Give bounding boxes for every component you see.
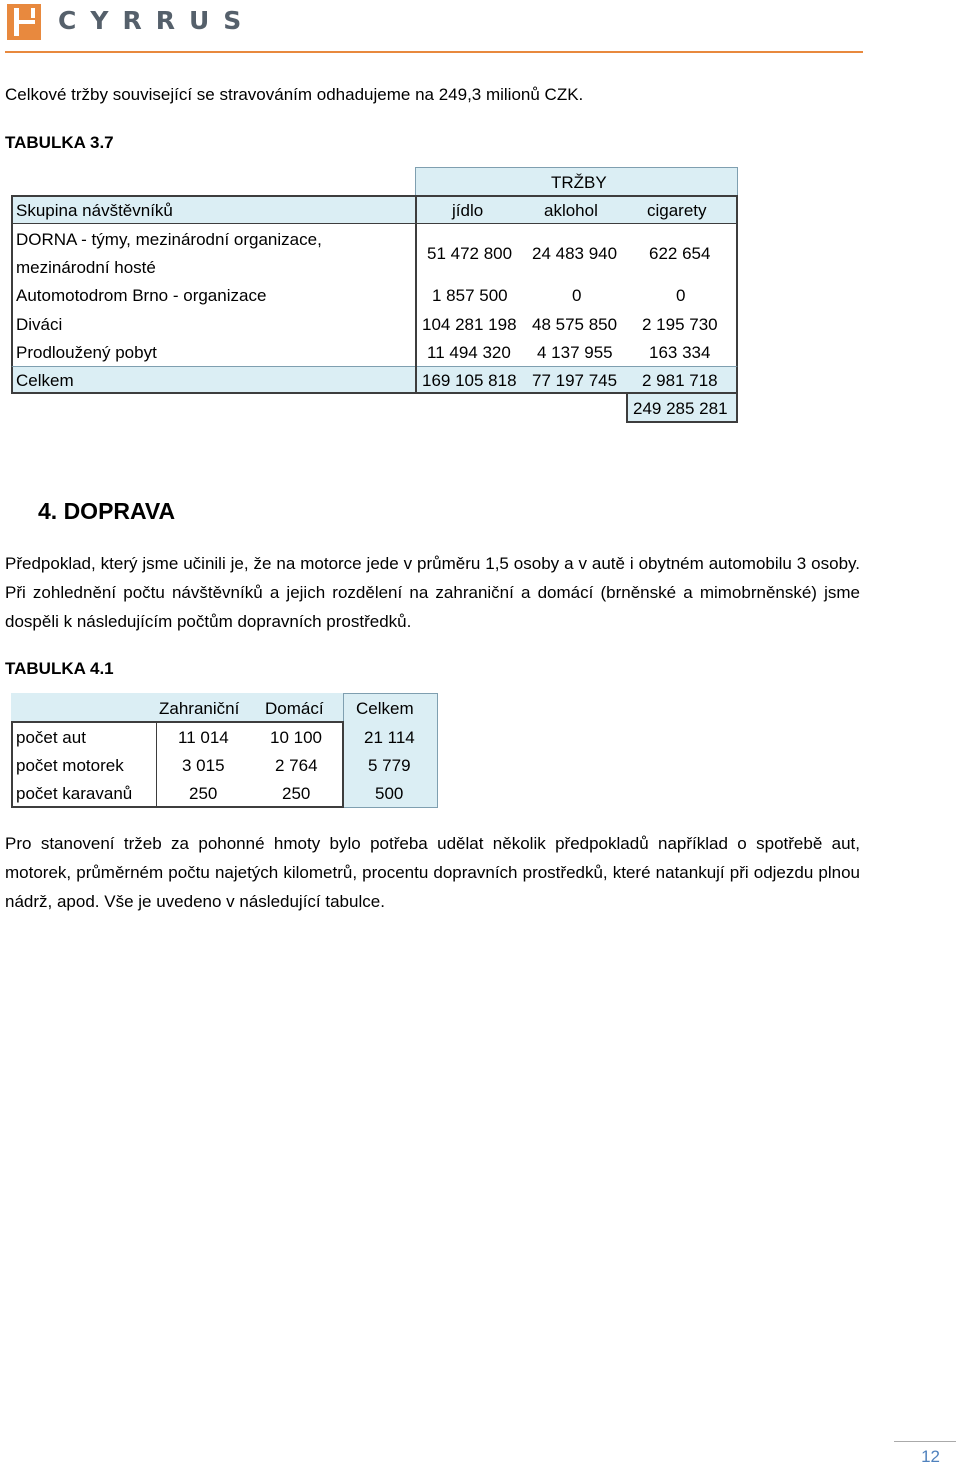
section-paragraph: Předpoklad, který jsme učinili je, že na motorce jede v průměru 1,5 osoby a v autě i obytném automobilu 3 osoby. Při zohlednění počtu návštěvníků a jejich rozdělení na zahraniční a domácí (brněnské a mimobrněnské) jsme dospěli k následujícím počtům dopravních prostředků.	[5, 554, 860, 631]
row-label-motorky: počet motorek	[16, 756, 124, 775]
column-header-celkem: Celkem	[356, 699, 414, 718]
cell-automotodrom-cigarety: 0	[676, 286, 686, 305]
cell-motorky-celkem: 5 779	[368, 756, 411, 775]
trzby-header: TRŽBY	[551, 173, 607, 192]
closing-paragraph: Pro stanovení tržeb za pohonné hmoty bylo potřeba udělat několik předpokladů například o spotřebě aut, motorek, průměrném počtu najetých kilometrů, procentu dopravních prostředků, které natankují při odjezdu plnou nádrž, apod. Vše je uvedeno v následující tabulce.	[5, 834, 860, 911]
column-header-alkohol: aklohol	[544, 201, 598, 220]
cell-pobyt-jidlo: 11 494 320	[427, 343, 511, 362]
row-label-karavany: počet karavanů	[16, 784, 133, 803]
table-37-label: TABULKA 3.7	[5, 133, 114, 152]
total-label: Celkem	[16, 371, 74, 390]
column-divider	[415, 195, 417, 394]
cell-dorna-alkohol: 24 483 940	[532, 244, 618, 263]
cell-karavany-celkem: 500	[375, 784, 404, 803]
cell-divaci-jidlo: 104 281 198	[422, 315, 517, 334]
cell-motorky-domaci: 2 764	[275, 756, 318, 775]
row-label-auta: počet aut	[16, 728, 86, 747]
cell-pobyt-cigarety: 163 334	[649, 343, 711, 362]
column-header-domaci: Domácí	[265, 699, 324, 718]
vehicles-column-divider	[156, 721, 157, 808]
table-vehicles	[11, 693, 438, 808]
row-label-dorna-line1: DORNA - týmy, mezinárodní organizace,	[16, 230, 322, 249]
cell-automotodrom-alkohol: 0	[572, 286, 582, 305]
header-divider	[5, 51, 863, 53]
cyrrus-logo-icon	[7, 4, 41, 40]
row-label-dorna-line2: mezinárodní hosté	[16, 258, 156, 277]
cell-auta-domaci: 10 100	[270, 728, 322, 747]
row-header-label: Skupina návštěvníků	[16, 201, 173, 220]
cell-dorna-jidlo: 51 472 800	[427, 244, 513, 263]
table-41-label: TABULKA 4.1	[5, 659, 114, 678]
table-sales	[11, 167, 738, 423]
footer-divider	[894, 1441, 956, 1442]
row-label-divaci: Diváci	[16, 315, 63, 334]
column-header-zahranicni: Zahraniční	[159, 699, 240, 718]
total-alkohol: 77 197 745	[532, 371, 618, 390]
intro-paragraph: Celkové tržby související se stravováním odhadujeme na 249,3 milionů CZK.	[5, 85, 584, 104]
cell-automotodrom-jidlo: 1 857 500	[432, 286, 508, 305]
total-cigarety: 2 981 718	[642, 371, 718, 390]
total-row-divider	[415, 366, 417, 394]
cell-auta-zahranicni: 11 014	[178, 728, 229, 747]
cell-divaci-alkohol: 48 575 850	[532, 315, 618, 334]
column-header-jidlo: jídlo	[452, 201, 484, 220]
grand-total-value: 249 285 281	[633, 399, 728, 418]
total-row	[11, 366, 738, 394]
column-header-cigarety: cigarety	[647, 201, 707, 220]
cell-karavany-zahranicni: 250	[189, 784, 218, 803]
cell-dorna-cigarety: 622 654	[649, 244, 711, 263]
row-label-automotodrom: Automotodrom Brno - organizace	[16, 286, 267, 305]
cell-divaci-cigarety: 2 195 730	[642, 315, 718, 334]
section-title: 4. DOPRAVA	[38, 498, 176, 524]
cell-pobyt-alkohol: 4 137 955	[537, 343, 613, 362]
cell-auta-celkem: 21 114	[364, 728, 415, 747]
page-number: 12	[921, 1447, 940, 1466]
brand-name: CYRRUS	[58, 6, 256, 35]
row-divider	[11, 223, 738, 224]
cell-karavany-domaci: 250	[282, 784, 311, 803]
cell-motorky-zahranicni: 3 015	[182, 756, 225, 775]
row-label-prodlouzeny-pobyt: Prodloužený pobyt	[16, 343, 157, 362]
total-jidlo: 169 105 818	[422, 371, 517, 390]
